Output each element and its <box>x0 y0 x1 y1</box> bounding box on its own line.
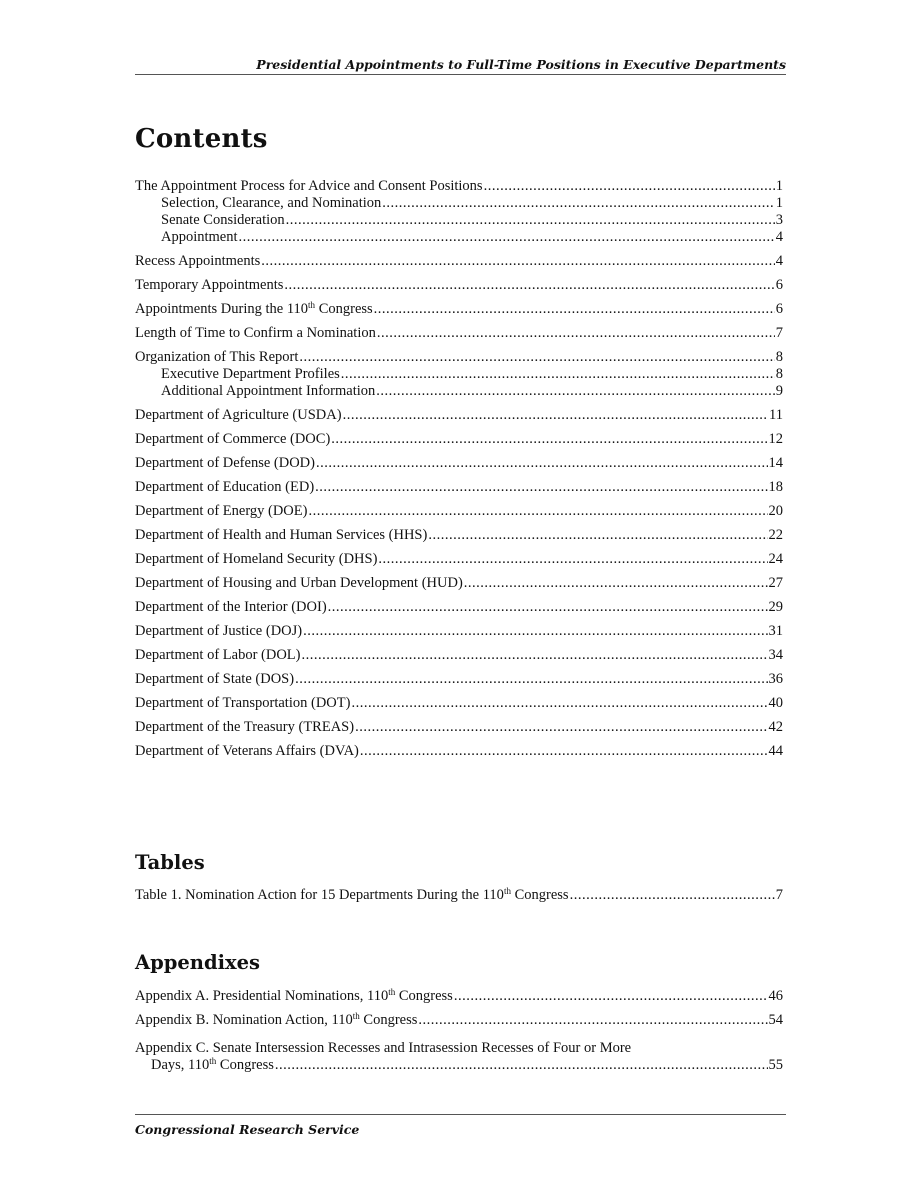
toc-entry[interactable] <box>135 575 783 592</box>
toc-entry[interactable] <box>135 623 783 640</box>
dot-leader <box>286 212 775 229</box>
toc-entry-title: Department of the Interior (DOI) <box>135 599 327 615</box>
toc-entry-title: Department of Defense (DOD) <box>135 455 315 471</box>
toc-entry-title <box>135 988 453 1005</box>
dot-leader <box>378 551 767 568</box>
toc-entry-title: Department of State (DOS) <box>135 671 295 687</box>
toc-entry[interactable] <box>135 551 783 568</box>
dot-leader <box>570 887 775 904</box>
dot-leader <box>239 229 775 246</box>
appendixes-list <box>135 988 783 1029</box>
toc-entry-title-part: Congress <box>395 988 453 1004</box>
toc-entry-title-part: Congress <box>510 887 569 903</box>
dot-leader <box>295 671 767 688</box>
dot-leader <box>299 349 774 366</box>
toc-entry-page: 46 <box>768 988 783 1004</box>
toc-entry[interactable] <box>135 719 783 736</box>
toc-entry-title <box>135 1012 417 1029</box>
toc-entry-page: 8 <box>775 349 783 365</box>
toc-entry-page: 29 <box>768 599 783 615</box>
dot-leader <box>382 195 775 212</box>
toc-entry-title: Department of Commerce (DOC) <box>135 431 331 447</box>
toc-entry[interactable] <box>135 325 783 342</box>
toc-entry-title: Department of Agriculture (USDA) <box>135 407 342 423</box>
dot-leader <box>428 527 767 544</box>
toc-entry-page: 6 <box>775 277 783 293</box>
ordinal-suffix: th <box>503 886 511 896</box>
toc-entry-title <box>135 301 373 318</box>
ordinal-suffix: th <box>352 1011 360 1021</box>
toc-entry-title: Recess Appointments <box>135 253 261 269</box>
toc-entry-title: Department of Labor (DOL) <box>135 647 301 663</box>
appendix-c-sup: th <box>209 1056 217 1066</box>
dot-leader <box>328 599 768 616</box>
ordinal-suffix: th <box>308 300 316 310</box>
dot-leader <box>484 178 775 195</box>
toc-entry-title: Length of Time to Confirm a Nomination <box>135 325 376 341</box>
toc-entry-page: 6 <box>775 301 783 317</box>
dot-leader <box>301 647 767 664</box>
toc-entry-page: 24 <box>768 551 783 567</box>
appendix-c-text-after: Congress <box>216 1057 274 1073</box>
toc-entry-page: 1 <box>775 195 783 211</box>
toc-entry[interactable] <box>135 695 783 712</box>
toc-entry-title: Department of Homeland Security (DHS) <box>135 551 378 567</box>
toc-entry[interactable] <box>135 527 783 544</box>
running-header-title: Presidential Appointments to Full-Time Positions in Executive Departments <box>256 57 786 72</box>
toc-entry[interactable] <box>135 212 783 229</box>
toc-entry-page: 27 <box>768 575 783 591</box>
toc-entry[interactable] <box>135 229 783 246</box>
toc-entry[interactable] <box>135 988 783 1005</box>
tables-heading: Tables <box>135 851 205 874</box>
dot-leader <box>343 407 768 424</box>
toc-entry-page: 40 <box>768 695 783 711</box>
toc-entry-page: 31 <box>768 623 783 639</box>
dot-leader <box>360 743 768 760</box>
toc-entry-page: 9 <box>775 383 783 399</box>
toc-entry-title: Appointment <box>161 229 238 245</box>
toc-entry-title: Senate Consideration <box>161 212 285 228</box>
toc-entry-page: 3 <box>775 212 783 228</box>
appendix-c-text: Days, 110 <box>151 1057 210 1073</box>
toc-entry-title: Department of Veterans Affairs (DVA) <box>135 743 359 759</box>
appendix-c-line1: Appendix C. Senate Intersession Recesses and Intrasession Recesses of Four or More <box>135 1040 632 1056</box>
toc-entry-title-part: Congress <box>359 1012 418 1028</box>
footer-text: Congressional Research Service <box>135 1122 360 1137</box>
toc-entry-page: 14 <box>768 455 783 471</box>
dot-leader <box>374 301 775 318</box>
toc-entry[interactable] <box>135 349 783 366</box>
dot-leader <box>315 479 767 496</box>
toc-entry[interactable] <box>135 1012 783 1029</box>
toc-entry-title: Department of Education (ED) <box>135 479 315 495</box>
toc-entry-page: 20 <box>768 503 783 519</box>
toc-entry[interactable] <box>135 407 783 424</box>
toc-entry-title: Department of the Treasury (TREAS) <box>135 719 355 735</box>
toc-entry-title: Department of Transportation (DOT) <box>135 695 351 711</box>
dot-leader <box>464 575 768 592</box>
dot-leader <box>418 1012 767 1029</box>
toc-entry-title: Department of Energy (DOE) <box>135 503 308 519</box>
toc-entry[interactable] <box>135 195 783 212</box>
toc-entry[interactable] <box>135 455 783 472</box>
toc-entry-page: 42 <box>768 719 783 735</box>
dot-leader <box>355 719 767 736</box>
dot-leader <box>341 366 775 383</box>
tables-list <box>135 887 783 904</box>
toc-entry[interactable] <box>135 277 783 294</box>
toc-entry-page: 1 <box>775 178 783 194</box>
toc-entry[interactable] <box>135 253 783 270</box>
contents-list <box>135 178 783 760</box>
dot-leader <box>303 623 767 640</box>
toc-entry-page: 36 <box>768 671 783 687</box>
toc-entry[interactable] <box>135 599 783 616</box>
toc-entry-page: 44 <box>768 743 783 759</box>
toc-entry-page: 8 <box>775 366 783 382</box>
appendix-c-line2 <box>135 1057 783 1074</box>
dot-leader <box>331 431 767 448</box>
toc-entry-page: 11 <box>769 407 783 423</box>
toc-entry-title: Executive Department Profiles <box>161 366 340 382</box>
toc-entry-title: Department of Justice (DOJ) <box>135 623 303 639</box>
dot-leader <box>284 277 774 294</box>
toc-entry[interactable] <box>135 431 783 448</box>
toc-entry-page: 54 <box>768 1012 783 1028</box>
toc-entry-page: 4 <box>775 253 783 269</box>
toc-entry-title-part: Appendix A. Presidential Nominations, 110 <box>135 988 389 1004</box>
toc-entry[interactable] <box>135 366 783 383</box>
toc-entry-title-part: Congress <box>315 301 373 317</box>
dot-leader <box>261 253 774 270</box>
toc-entry-title: The Appointment Process for Advice and Consent Positions <box>135 178 483 194</box>
toc-entry[interactable] <box>135 743 783 760</box>
dot-leader <box>376 383 774 400</box>
toc-entry-title-part: Appendix B. Nomination Action, 110 <box>135 1012 353 1028</box>
toc-entry-title-part: Table 1. Nomination Action for 15 Departments During the 110 <box>135 887 504 903</box>
contents-heading: Contents <box>135 124 268 154</box>
toc-entry[interactable] <box>135 503 783 520</box>
dot-leader <box>351 695 767 712</box>
dot-leader <box>275 1057 768 1074</box>
dot-leader <box>308 503 767 520</box>
ordinal-suffix: th <box>388 987 396 997</box>
toc-entry-title: Department of Housing and Urban Development (HUD) <box>135 575 463 591</box>
toc-entry-title: Additional Appointment Information <box>161 383 376 399</box>
toc-entry[interactable] <box>135 301 783 318</box>
dot-leader <box>377 325 775 342</box>
toc-entry-page: 18 <box>768 479 783 495</box>
toc-entry-page: 22 <box>768 527 783 543</box>
dot-leader <box>454 988 768 1005</box>
toc-entry-title: Temporary Appointments <box>135 277 284 293</box>
toc-entry[interactable] <box>135 647 783 664</box>
toc-entry-page: 4 <box>775 229 783 245</box>
running-footer <box>135 1114 786 1139</box>
toc-entry-page: 7 <box>775 887 783 903</box>
toc-entry[interactable] <box>135 178 783 195</box>
toc-entry-title: Organization of This Report <box>135 349 299 365</box>
running-header <box>135 56 786 75</box>
appendix-c-entry[interactable] <box>135 1040 783 1074</box>
toc-entry[interactable] <box>135 479 783 496</box>
appendixes-heading: Appendixes <box>135 951 261 974</box>
toc-entry[interactable] <box>135 383 783 400</box>
appendix-c-page: 55 <box>768 1057 783 1073</box>
toc-entry-title-part: Appointments During the 110 <box>135 301 309 317</box>
dot-leader <box>316 455 768 472</box>
toc-entry-page: 7 <box>775 325 783 341</box>
toc-entry-page: 12 <box>768 431 783 447</box>
toc-entry[interactable] <box>135 887 783 904</box>
toc-entry[interactable] <box>135 671 783 688</box>
toc-entry-title <box>135 887 569 904</box>
toc-entry-title: Selection, Clearance, and Nomination <box>161 195 382 211</box>
toc-entry-title: Department of Health and Human Services (HHS) <box>135 527 428 543</box>
toc-entry-page: 34 <box>768 647 783 663</box>
